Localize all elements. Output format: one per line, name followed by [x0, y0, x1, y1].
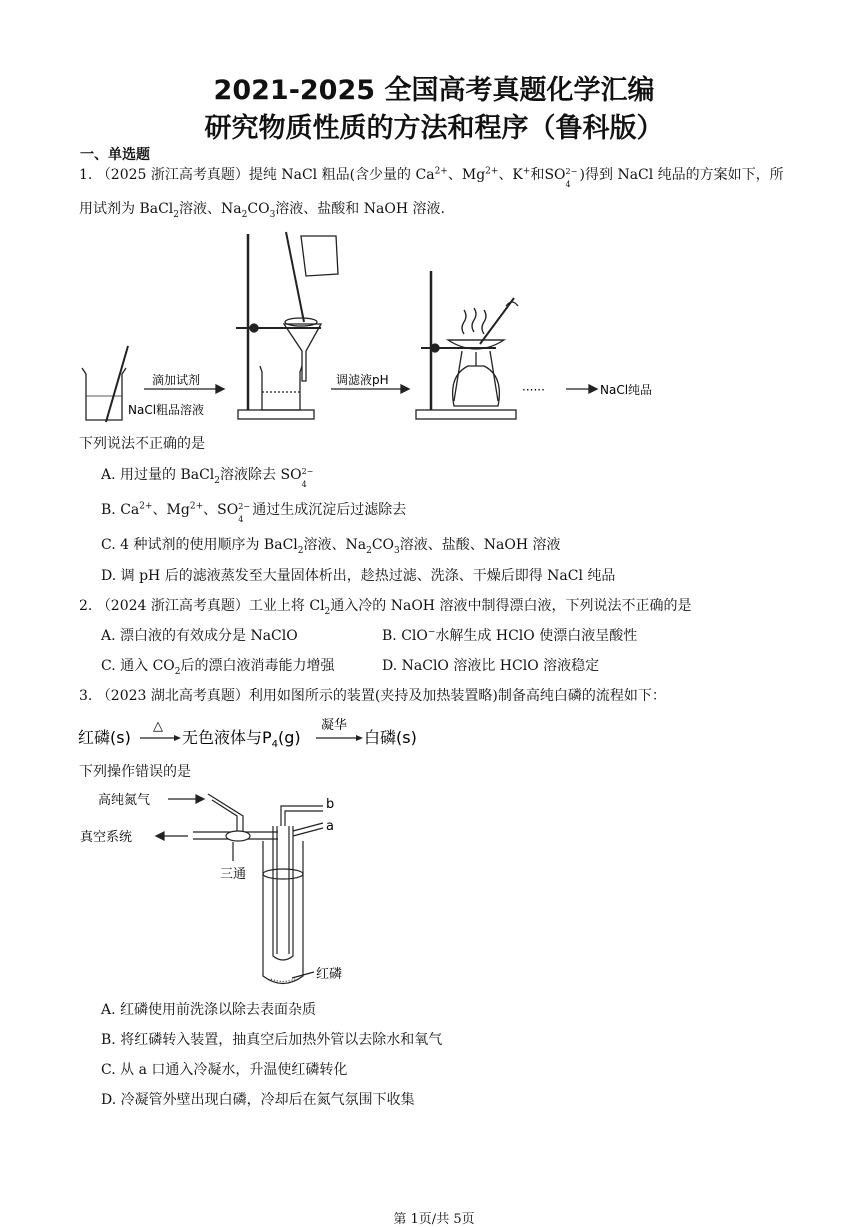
- eq-condition: 凝华: [321, 718, 348, 733]
- fig-label-add: 滴加试剂: [152, 373, 201, 387]
- q3-option-d[interactable]: D. 冷凝管外壁出现白磷，冷却后在氮气氛围下收集: [101, 1092, 415, 1108]
- q2-option-c[interactable]: C. 通入 $CO_2$后的漂白液消毒能力增强: [101, 658, 335, 677]
- q1-option-d[interactable]: D. 调 pH 后的滤液蒸发至大量固体析出，趁热过滤、洗涤、干燥后即得 NaCl 纯品: [101, 568, 616, 584]
- q3-stem: 3. （2023 湖北高考真题）利用如图所示的装置(夹持及加热装置略)制备高纯白磷的流程如下：: [79, 688, 666, 704]
- q3-option-a[interactable]: A. 红磷使用前洗涤以除去表面杂质: [101, 1002, 317, 1018]
- fig-label-vacuum: 真空系统: [80, 830, 133, 845]
- eq-mid: 无色液体与$P_4(g)$: [182, 728, 301, 750]
- fig-label-tee: 三通: [220, 867, 247, 882]
- fig-label-n2: 高纯氮气: [98, 793, 151, 808]
- page-footer: 第 1页/共 5页: [393, 1212, 475, 1227]
- fig-label-pure: NaCl纯品: [600, 383, 653, 397]
- fig-label-crude: NaCl粗品溶液: [128, 403, 205, 417]
- q1-option-b[interactable]: B. $Ca^{2+}$、$Mg^{2+}$、SO 2− 4 通过生成沉淀后过滤除去: [101, 501, 407, 524]
- eq-heat-mark: △: [153, 719, 163, 734]
- doc-title-line2: 研究物质性质的方法和程序（鲁科版）: [204, 113, 664, 144]
- q1-stem-line1: 1. （2025 浙江高考真题）提纯 NaCl 粗品(含少量的 $Ca^{2+}$、$Mg^{2+}$、K+和SO 2− 4 )得到 NaCl 纯品的方案如下，所: [79, 166, 784, 189]
- q2-option-d[interactable]: D. NaClO 溶液比 HClO 溶液稳定: [382, 658, 600, 674]
- q2-option-b[interactable]: B. ClO−水解生成 HClO 使漂白液呈酸性: [382, 627, 638, 644]
- doc-title-line1: 2021-2025 全国高考真题化学汇编: [213, 75, 655, 106]
- q1-apparatus-figure: [76, 226, 676, 426]
- q3-option-c[interactable]: C. 从 a 口通入冷凝水，升温使红磷转化: [101, 1062, 348, 1078]
- eq-red-phosphorus: 红磷(s): [78, 728, 131, 747]
- q3-equation: [78, 712, 438, 752]
- fig-label-ph: 调滤液pH: [336, 373, 389, 387]
- q3-apparatus-figure: [78, 786, 378, 996]
- q3-option-b[interactable]: B. 将红磷转入装置，抽真空后加热外管以去除水和氧气: [101, 1032, 443, 1048]
- q2-stem: 2. （2024 浙江高考真题）工业上将 $Cl_2$通入冷的 NaOH 溶液中制得漂白液，下列说法不正确的是: [79, 598, 692, 617]
- q1-prompt: 下列说法不正确的是: [79, 436, 205, 452]
- q1-option-c[interactable]: C. 4 种试剂的使用顺序为 BaCl$_2$溶液、$Na_2CO_3$溶液、盐酸、NaOH 溶液: [101, 537, 561, 556]
- fig-label-a: a: [326, 819, 334, 834]
- q1-option-a[interactable]: A. 用过量的 BaCl$_2$溶液除去 SO 2− 4: [101, 467, 314, 489]
- section-heading: 一、单选题: [80, 147, 150, 163]
- q3-prompt: 下列操作错误的是: [79, 764, 191, 780]
- eq-white-phosphorus: 白磷(s): [364, 728, 417, 747]
- fig-label-b: b: [326, 797, 335, 812]
- fig-label-red-phosphorus: 红磷: [316, 967, 343, 982]
- fig-label-dots: ······: [522, 383, 545, 397]
- q1-stem-line2: 用试剂为 BaCl$_2$溶液、$Na_2CO_3$溶液、盐酸和 NaOH 溶液.: [79, 201, 445, 220]
- q2-option-a[interactable]: A. 漂白液的有效成分是 NaClO: [101, 628, 298, 644]
